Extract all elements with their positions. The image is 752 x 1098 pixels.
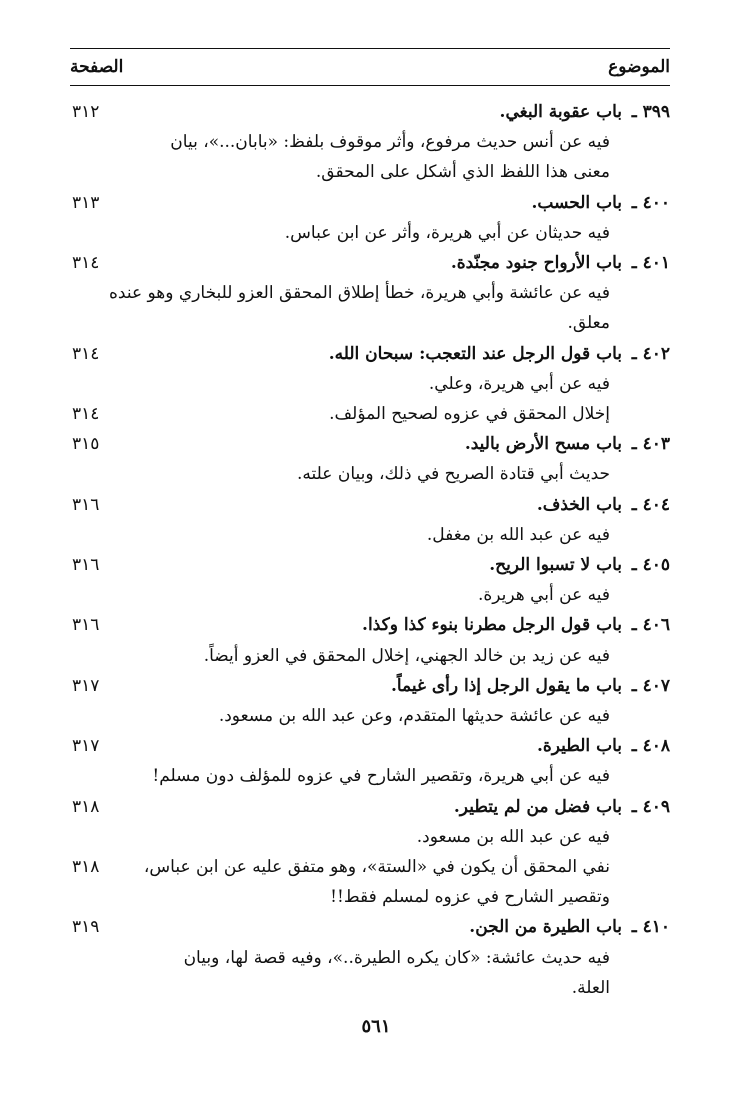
toc-entry-description <box>70 882 670 912</box>
entry-page-number: ٣١٧ <box>72 675 100 696</box>
toc-entry-description <box>70 278 670 308</box>
entry-title: باب الخذف. <box>536 494 622 515</box>
toc-entry-description <box>70 822 670 852</box>
entry-page-number: ٣١٣ <box>72 192 100 213</box>
toc-entry-title <box>70 912 670 942</box>
entry-page-number: ٣١٨ <box>72 857 100 877</box>
entry-text: فيه عن عائشة حديثها المتقدم، وعن عبد الله بن مسعود. <box>218 706 610 726</box>
page-number: ٥٦١ <box>361 1016 391 1037</box>
entry-text: فيه عن أبي هريرة. <box>477 585 610 606</box>
toc-entry-description <box>70 641 670 671</box>
toc-entry-description <box>70 459 670 489</box>
toc-entry-description <box>70 127 670 157</box>
entry-title: باب الطيرة. <box>536 736 622 757</box>
toc-entry-description <box>70 943 670 973</box>
toc-entry-description <box>70 399 670 429</box>
entry-number: ٤١٠ ـ <box>631 917 670 938</box>
entry-text: نفي المحقق أن يكون في «الستة»، وهو متفق عليه عن ابن عباس، <box>143 857 610 877</box>
entry-text: فيه حديثان عن أبي هريرة، وأثر عن ابن عباس. <box>284 222 610 243</box>
toc-entry-title <box>70 429 670 459</box>
toc-entry-title <box>70 339 670 369</box>
toc-entry-title <box>70 248 670 278</box>
entry-number: ٤٠٩ ـ <box>631 796 670 817</box>
entry-number: ٣٩٩ ـ <box>631 102 670 122</box>
entry-number: ٤٠٦ ـ <box>631 615 670 636</box>
toc-entry-title <box>70 610 670 640</box>
entry-title: باب مسح الأرض باليد. <box>464 434 622 455</box>
entry-text: فيه حديث عائشة: «كان يكره الطيرة..»، وفيه قصة لها، وبيان <box>183 947 610 968</box>
toc-entry-description <box>70 852 670 882</box>
toc-entry-description <box>70 580 670 610</box>
toc-entry-description <box>70 308 670 338</box>
entry-text: فيه عن عائشة وأبي هريرة، خطأ إطلاق المحقق العزو للبخاري وهو عنده <box>109 283 610 304</box>
entry-title: باب قول الرجل مطرنا بنوء كذا وكذا. <box>362 615 622 636</box>
page-column-header: الصفحة <box>70 57 124 77</box>
entry-text: فيه عن أبي هريرة، وتقصير الشارح في عزوه للمؤلف دون مسلم! <box>152 766 610 787</box>
toc-entry-title <box>70 490 670 520</box>
entry-number: ٤٠٤ ـ <box>631 494 670 515</box>
toc-entry-description <box>70 157 670 187</box>
entry-number: ٤٠٥ ـ <box>631 555 670 575</box>
topic-column-header: الموضوع <box>608 57 670 77</box>
toc-entry-title <box>70 792 670 822</box>
entry-page-number: ٣١٤ <box>72 343 100 364</box>
toc-entry-description <box>70 973 670 1003</box>
entry-number: ٤٠٣ ـ <box>631 434 670 455</box>
entry-text: العلة. <box>571 977 610 998</box>
entry-number: ٤٠٠ ـ <box>631 192 670 213</box>
entry-title: باب قول الرجل عند التعجب: سبحان الله. <box>328 343 622 364</box>
entry-title: باب الطيرة من الجن. <box>469 917 622 938</box>
entry-text: فيه عن عبد الله بن مسعود. <box>416 826 610 847</box>
entry-page-number: ٣١٨ <box>72 796 100 817</box>
entry-text: فيه عن أبي هريرة، وعلي. <box>428 373 610 394</box>
entry-number: ٤٠٢ ـ <box>631 343 670 364</box>
entry-page-number: ٣١٦ <box>72 494 100 515</box>
toc-entry-description <box>70 701 670 731</box>
toc-entry-title <box>70 550 670 580</box>
entry-page-number: ٣١٧ <box>72 736 100 757</box>
entry-page-number: ٣١٦ <box>72 555 100 575</box>
entry-number: ٤٠٧ ـ <box>631 675 670 696</box>
entry-page-number: ٣١٤ <box>72 253 100 273</box>
entry-page-number: ٣١٩ <box>72 917 100 938</box>
entry-title: باب ما يقول الرجل إذا رأى غيماً. <box>390 675 622 696</box>
entry-number: ٤٠١ ـ <box>631 253 670 273</box>
entry-text: معلق. <box>567 313 610 334</box>
table-header <box>70 48 670 86</box>
toc-entry-description <box>70 369 670 399</box>
entry-text: وتقصير الشارح في عزوه لمسلم فقط!! <box>330 887 610 908</box>
entry-number: ٤٠٨ ـ <box>631 736 670 757</box>
toc-entry-title <box>70 731 670 761</box>
entry-title: باب عقوبة البغي. <box>499 102 622 122</box>
entry-page-number: ٣١٥ <box>72 434 100 455</box>
entry-text: فيه عن زيد بن خالد الجهني، إخلال المحقق في العزو أيضاً. <box>203 645 610 666</box>
toc-entry-description <box>70 761 670 791</box>
toc-entry-description <box>70 520 670 550</box>
toc-entry-description <box>70 218 670 248</box>
entry-text: حديث أبي قتادة الصريح في ذلك، وبيان علته. <box>297 464 610 485</box>
entry-text: إخلال المحقق في عزوه لصحيح المؤلف. <box>329 404 610 424</box>
toc-entry-title <box>70 97 670 127</box>
entry-title: باب لا تسبوا الريح. <box>489 555 622 575</box>
entry-page-number: ٣١٢ <box>72 102 100 122</box>
entry-title: باب الأرواح جنود مجنّدة. <box>450 253 622 273</box>
entry-text: معنى هذا اللفظ الذي أشكل على المحقق. <box>315 162 610 183</box>
entry-title: باب فضل من لم يتطير. <box>453 796 622 817</box>
toc-entry-title <box>70 188 670 218</box>
entry-page-number: ٣١٦ <box>72 615 100 636</box>
toc-entry-title <box>70 671 670 701</box>
entry-text: فيه عن أنس حديث مرفوع، وأثر موقوف بلفظ: «بابان...»، بيان <box>170 132 610 153</box>
entry-page-number: ٣١٤ <box>72 404 100 424</box>
entry-text: فيه عن عبد الله بن مغفل. <box>426 524 610 545</box>
entry-title: باب الحسب. <box>531 192 622 213</box>
